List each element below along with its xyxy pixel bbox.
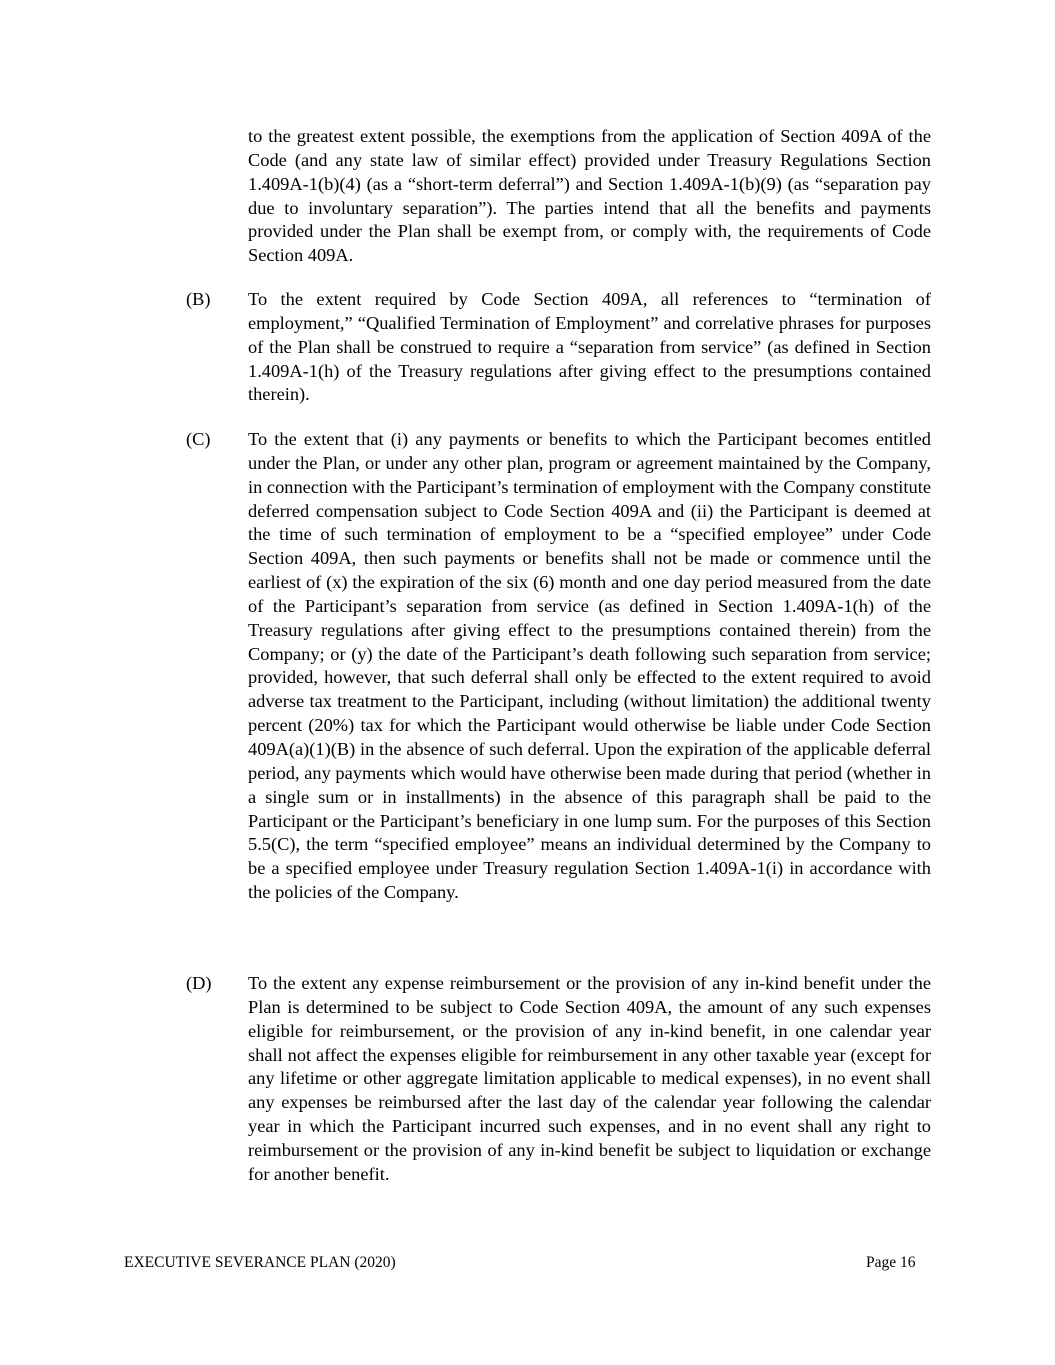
footer-title: EXECUTIVE SEVERANCE PLAN (2020)	[124, 1254, 396, 1271]
footer-page-number: Page 16	[866, 1254, 916, 1271]
section-c-text: To the extent that (i) any payments or benefits to which the Participant becomes entitled under the Plan, or under any other plan, program or agreement maintained by the Company, in connection with the Participant’s termination of employment with the Company constitute deferred compensation subject to Code Section 409A and (ii) the Participant is deemed at the time of such termination of employment to be a “specified employee” under Code Section 409A, then such payments or benefits shall not be made or commence until the earliest of (x) the expiration of the six (6) month and one day period measured from the date of the Participant’s separation from service (as defined in Section 1.409A-1(h) of the Treasury regulations after giving effect to the presumptions contained therein) from the Company; or (y) the date of the Participant’s death following such separation from service; provided, however, that such deferral shall only be effected to the extent required to avoid adverse tax treatment to the Participant, including (without limitation) the additional twenty percent (20%) tax for which the Participant would otherwise be liable under Code Section 409A(a)(1)(B) in the absence of such deferral. Upon the expiration of the applicable deferral period, any payments which would have otherwise been made during that period (whether in a single sum or in installments) in the absence of this paragraph shall be paid to the Participant or the Participant’s beneficiary in one lump sum. For the purposes of this Section 5.5(C), the term “specified employee” means an individual determined by the Company to be a specified employee under Treasury regulation Section 1.409A-1(i) in accordance with the policies of the Company.	[248, 429, 931, 903]
section-d-text: To the extent any expense reimbursement or the provision of any in-kind benefit under the Plan is determined to be subject to Code Section 409A, the amount of any such expenses eligible for reimbursement, or the provision of any in-kind benefit, in one calendar year shall not affect the expenses eligible for reimbursement in any other taxable year (except for any lifetime or other aggregate limitation applicable to medical expenses), in no event shall any expenses be reimbursed after the last day of the calendar year following the calendar year in which the Participant incurred such expenses, and in no event shall any right to reimbursement or the provision of any in-kind benefit be subject to liquidation or exchange for another benefit.	[248, 973, 931, 1184]
continuation-paragraph: to the greatest extent possible, the exemptions from the application of Section 409A of the Code (and any state law of similar effect) provided under Treasury Regulations Section 1.409A-1(b)(4) (as a “short-term deferral”) and Section 1.409A-1(b)(9) (as “separation pay due to involuntary separation”). The parties intend that all the benefits and payments provided under the Plan shall be exempt from, or comply with, the requirements of Code Section 409A.	[248, 126, 931, 266]
section-b-label: (B)	[186, 289, 211, 309]
section-b-text: To the extent required by Code Section 409A, all references to “termination of employment,” “Qualified Termination of Employment” and correlative phrases for purposes of the Plan shall be construed to require a “separation from service” (as defined in Section 1.409A-1(h) of the Treasury regulations after giving effect to the presumptions contained therein).	[248, 289, 931, 405]
section-d-label: (D)	[186, 973, 212, 993]
section-c-label: (C)	[186, 429, 211, 449]
